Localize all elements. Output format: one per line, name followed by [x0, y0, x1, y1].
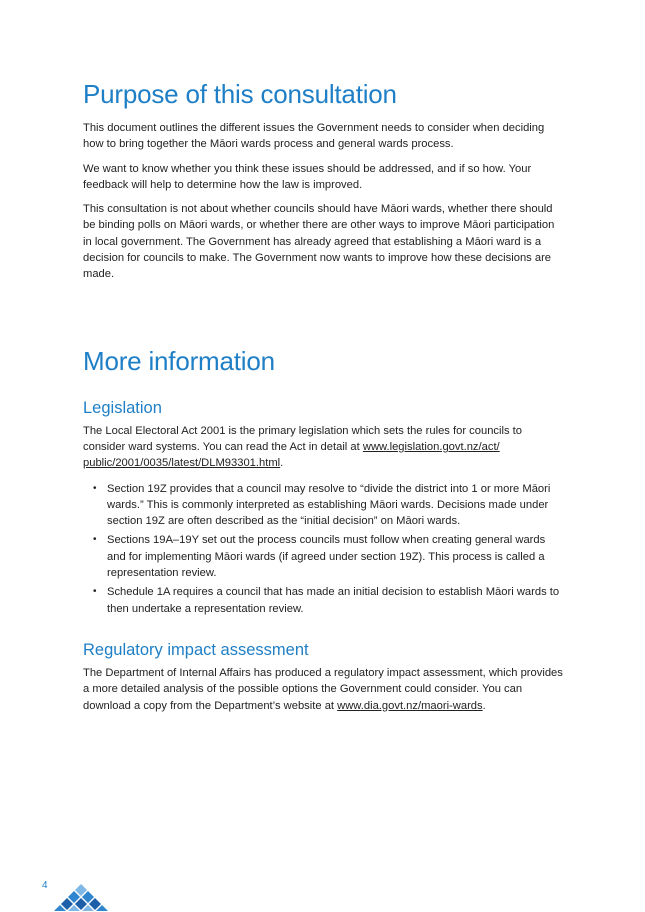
legislation-bullet-list [83, 481, 563, 617]
purpose-paragraph-3: This consultation is not about whether councils should have Māori wards, whether there should be binding polls on Māori wards, or whether there are other ways to improve Māori participation in local government. The Government has already agreed that establishing a Māori ward is a decision for councils to make. The Government now wants to improve how these decisions are made. [83, 203, 555, 281]
legislation-link-line1: www.legislation.govt.nz/act/ [362, 440, 500, 453]
legislation-link-line2: public/2001/0035/latest/DLM93301.html [83, 457, 281, 470]
regulatory-paragraph [83, 665, 563, 714]
legislation-intro-end: . [280, 457, 284, 470]
list-item: • Schedule 1A requires a council that has made an initial decision to establish Māori wards to then undertake a representation review. [83, 584, 563, 617]
dia-pyramid-logo-icon [52, 880, 110, 912]
regulatory-end: . [482, 699, 486, 712]
regulatory-impact-heading: Regulatory impact assessment [83, 640, 309, 659]
legislation-intro-text: The Local Electoral Act 2001 is the primary legislation which sets the rules for councils to consider ward systems. You can read the Act in detail at [83, 424, 523, 453]
list-item: • Section 19Z provides that a council may resolve to “divide the district into 1 or more Māori wards.” This is commonly interpreted as establishing Māori wards. Decisions made under section 19Z are often described as the “initial decision” on Māori wards. [83, 481, 563, 530]
dia-website-link[interactable]: www.dia.govt.nz/maori-wards [337, 699, 483, 712]
legislation-heading: Legislation [83, 398, 162, 417]
purpose-paragraph-2: We want to know whether you think these issues should be addressed, and if so how. Your feedback will help to determine how the law is improved. [83, 162, 532, 191]
more-information-heading: More information [83, 345, 275, 376]
regulatory-text: The Department of Internal Affairs has produced a regulatory impact assessment, which provides a more detailed analysis of the possible options the Government could consider. You can download a copy from the Department’s website at [83, 666, 563, 712]
list-item: • Sections 19A–19Y set out the process councils must follow when creating general wards and for implementing Māori wards (if agreed under section 19Z). This process is called a representation review. [83, 532, 563, 581]
purpose-heading: Purpose of this consultation [83, 79, 397, 109]
page-number: 4 [42, 880, 48, 891]
legislation-intro [83, 423, 563, 472]
purpose-paragraph-1: This document outlines the different issues the Government needs to consider when deciding how to bring together the Māori wards process and general wards process. [83, 122, 545, 151]
page-content [83, 78, 563, 714]
